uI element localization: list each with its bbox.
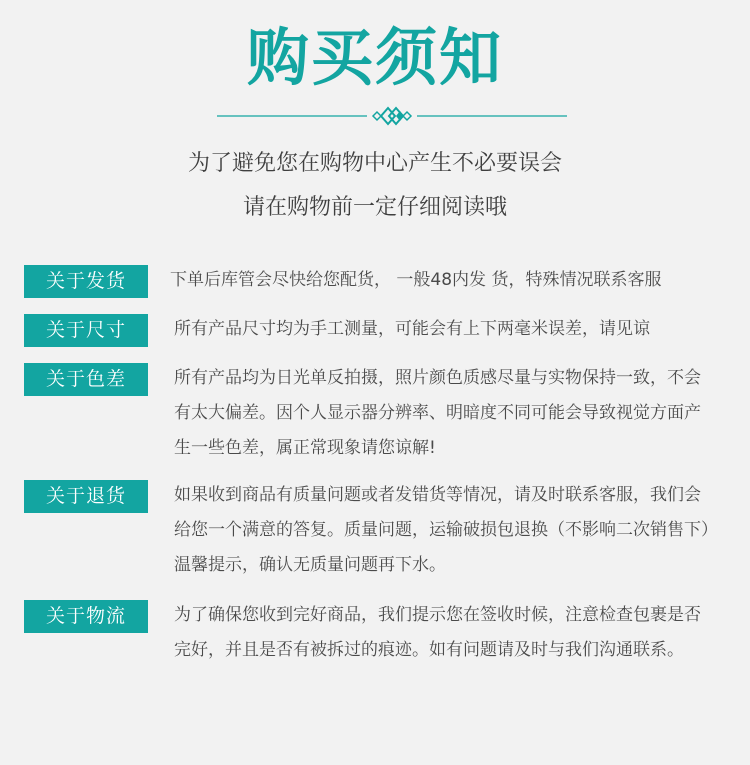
section-label: 关于发货 [24, 265, 148, 298]
section-text: 所有产品尺寸均为手工测量，可能会有上下两毫米误差，请见谅 [174, 319, 650, 339]
section-text: 为了确保您收到完好商品，我们提示您在签收时候，注意检查包裹是否完好，并且是否有被拆过的痕迹。如有问题请及时与我们沟通联系。 [174, 605, 701, 660]
section-text: 所有产品均为日光单反拍摄，照片颜色质感尽量与实物保持一致，不会有太大偏差。因个人显示器分辨率、明暗度不同可能会导致视觉方面产生一些色差，属正常现象请您谅解! [174, 368, 701, 458]
section-label: 关于色差 [24, 363, 148, 396]
title-divider [217, 104, 567, 128]
section-label: 关于尺寸 [24, 314, 148, 347]
subtitle-line-1: 为了避免您在购物中心产生不必要误会 [187, 151, 562, 176]
page-title: 购买须知 [246, 21, 503, 94]
section-label: 关于退货 [24, 480, 148, 513]
section-text: 下单后库管会尽快给您配货， 一般48内发 货，特殊情况联系客服 [170, 270, 662, 290]
section-label: 关于物流 [24, 600, 148, 633]
section-text: 如果收到商品有质量问题或者发错货等情况，请及时联系客服，我们会给您一个满意的答复。质量问题，运输破损包退换（不影响二次销售下）温馨提示，确认无质量问题再下水。 [174, 485, 710, 575]
subtitle-line-2: 请在购物前一定仔细阅读哦 [242, 195, 507, 220]
double-diamond-icon [217, 104, 567, 128]
